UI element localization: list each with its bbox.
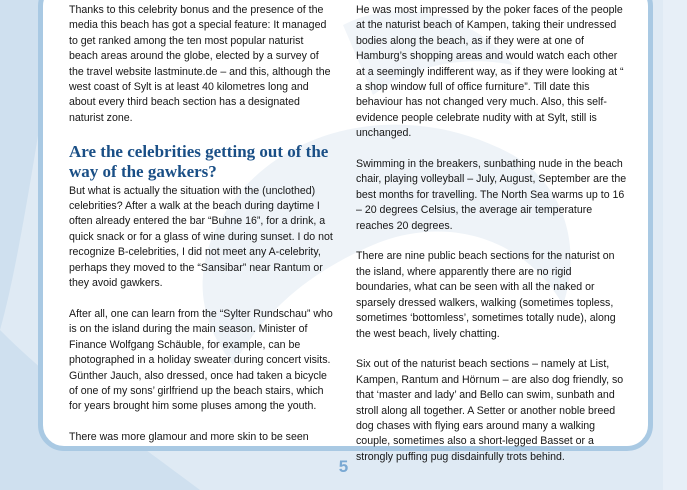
left-paragraph-4: There was more glamour and more skin to be seen — [69, 431, 309, 444]
right-paragraph-3: There are nine public beach sections for the naturist on the island, where apparently there are no rigid boundaries, what can be seen with all the naked or sparsely dressed walkers, walking (sometimes topless, sometimes ‘bottomless’, sometimes totally nude), along the west beach, lively chatting. — [356, 250, 616, 340]
right-paragraph-2: Swimming in the breakers, sunbathing nude in the beach chair, playing volleyball – July, August, September are the best months for travelling. The North Sea warms up to 16 – 20 degrees Celsius, the average air temperature reaches 20 degrees. — [356, 158, 627, 232]
section-heading: Are the celebrities getting out of the way of the gawkers? — [69, 141, 329, 181]
right-column — [356, 3, 628, 481]
right-paragraph-4: Six out of the naturist beach sections – namely at List, Kampen, Rantum and Hörnum – are also dog friendly, so that ‘master and lady’ and Bello can swim, sunbath and stroll along all together. A Setter or another noble breed dog chases with flying ears around many a walking couple, sometimes also a short-legged Basset or a strongly puffing pug disdainfully trots behind. — [356, 358, 624, 463]
left-paragraph-3: After all, one can learn from the “Sylter Rundschau” who is on the island during the main season. Minister of Finance Wolfgang Schäuble, for example, can be photographed in a holiday sweater during concert visits. Günther Jauch, also dressed, once had taken a bicycle of one of my sons’ girlfriend up the beach stairs, which for years brought him some pluses among the youth. — [69, 307, 333, 413]
right-paragraph-1: He was most impressed by the poker faces of the people at the naturist beach of Kampen, taking their undressed bodies along the beach, as if they were at one of Hamburg’s shopping areas and would watch each other at a seemingly indifferent way, as if they were looking at “ a shop window full of office furniture”. Till date this behaviour has not changed very much. Also, this self-evidence people celebrate nudity with at Sylt, still is unchanged. — [356, 4, 624, 140]
right-page-edge — [663, 0, 687, 490]
left-paragraph-1: Thanks to this celebrity bonus and the presence of the media this beach has got a special feature: It managed to get ranked among the ten most popular naturist beach areas around the globe, elected by a survey of the travel website lastminute.de – and this, although the west coast of Sylt is at least 40 kilometres long and about every third beach section has a designated naturist zone. — [69, 4, 331, 124]
left-column — [69, 3, 334, 461]
page-number: 5 — [338, 457, 349, 476]
page-card — [38, 0, 653, 463]
left-paragraph-2: But what is actually the situation with the (unclothed) celebrities? After a walk at the beach during daytime I often already entered the bar “Buhne 16”, for a drink, a quick snack or for a glass of wine during sunset. I do not recognize B-celebrities, I did not meet any A-celebrity, perhaps they moved to the “Sansibar” near Rantum or they avoid gawkers. — [69, 184, 333, 290]
